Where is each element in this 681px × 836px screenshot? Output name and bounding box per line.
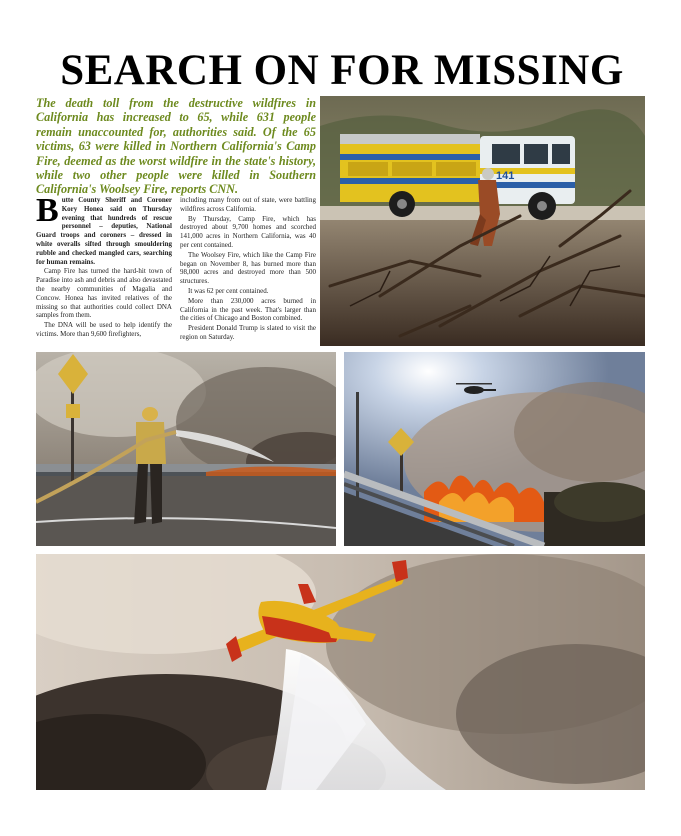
firefighter-hose-photo (36, 352, 336, 546)
article-paragraph: President Donald Trump is slated to visit the region on Saturday. (180, 324, 316, 341)
article-paragraph: The Woolsey Fire, which like the Camp Fire began on November 8, has burned more than 98,000 acres and destroyed more than 500 structures. (180, 250, 316, 286)
headline: SEARCH ON FOR MISSING (60, 47, 624, 94)
article-paragraph: By Thursday, Camp Fire, which has destroyed about 9,700 homes and scorched 141,000 acres in Northern California, was 40 per cent contained. (180, 214, 316, 249)
article-body (36, 192, 316, 346)
drop-cap: B (36, 192, 59, 229)
helicopter-fire-photo (344, 352, 645, 546)
article-column-1 (36, 192, 172, 346)
intro-text: utte County Sheriff and Coroner Kory Honea said on Thursday evening that hundreds of rescue personnel – deputies, National Guard troops and coroners – dressed in white overalls sifted through smouldering rubble and checked mangled cars, searching for human remains. (36, 196, 172, 266)
article-paragraph: More than 230,000 acres burned in California in the past week. That's larger than the cities of Chicago and Boston combined. (180, 296, 316, 323)
truck-number: 141 (496, 170, 515, 182)
article-column-2 (180, 196, 316, 346)
article-paragraph: Camp Fire has turned the hard-hit town of Paradise into ash and debris and also devastated the nearby communities of Magalia and Concow. Honea has invited relatives of the missing so that authorities could collect DNA samples from them. (36, 267, 172, 320)
lede-paragraph: The death toll from the destructive wildfires in California has increased to 65, while 631 people remain unaccounted for, authorities said. Of the 65 victims, 63 were killed in Northern California's Camp Fire, deemed as the worst wildfire in the state's history, while two other people were killed in Southern California's Woolsey Fire, reports CNN. (36, 96, 316, 197)
article-paragraph: including many from out of state, were battling wildfires across California. (180, 196, 316, 213)
article-paragraph: The DNA will be used to help identify the victims. More than 9,600 firefighters, (36, 321, 172, 338)
water-bomber-photo (36, 554, 645, 790)
article-intro (36, 192, 172, 266)
fire-truck-photo (320, 96, 645, 346)
article-paragraph: It was 62 per cent contained. (188, 286, 269, 295)
